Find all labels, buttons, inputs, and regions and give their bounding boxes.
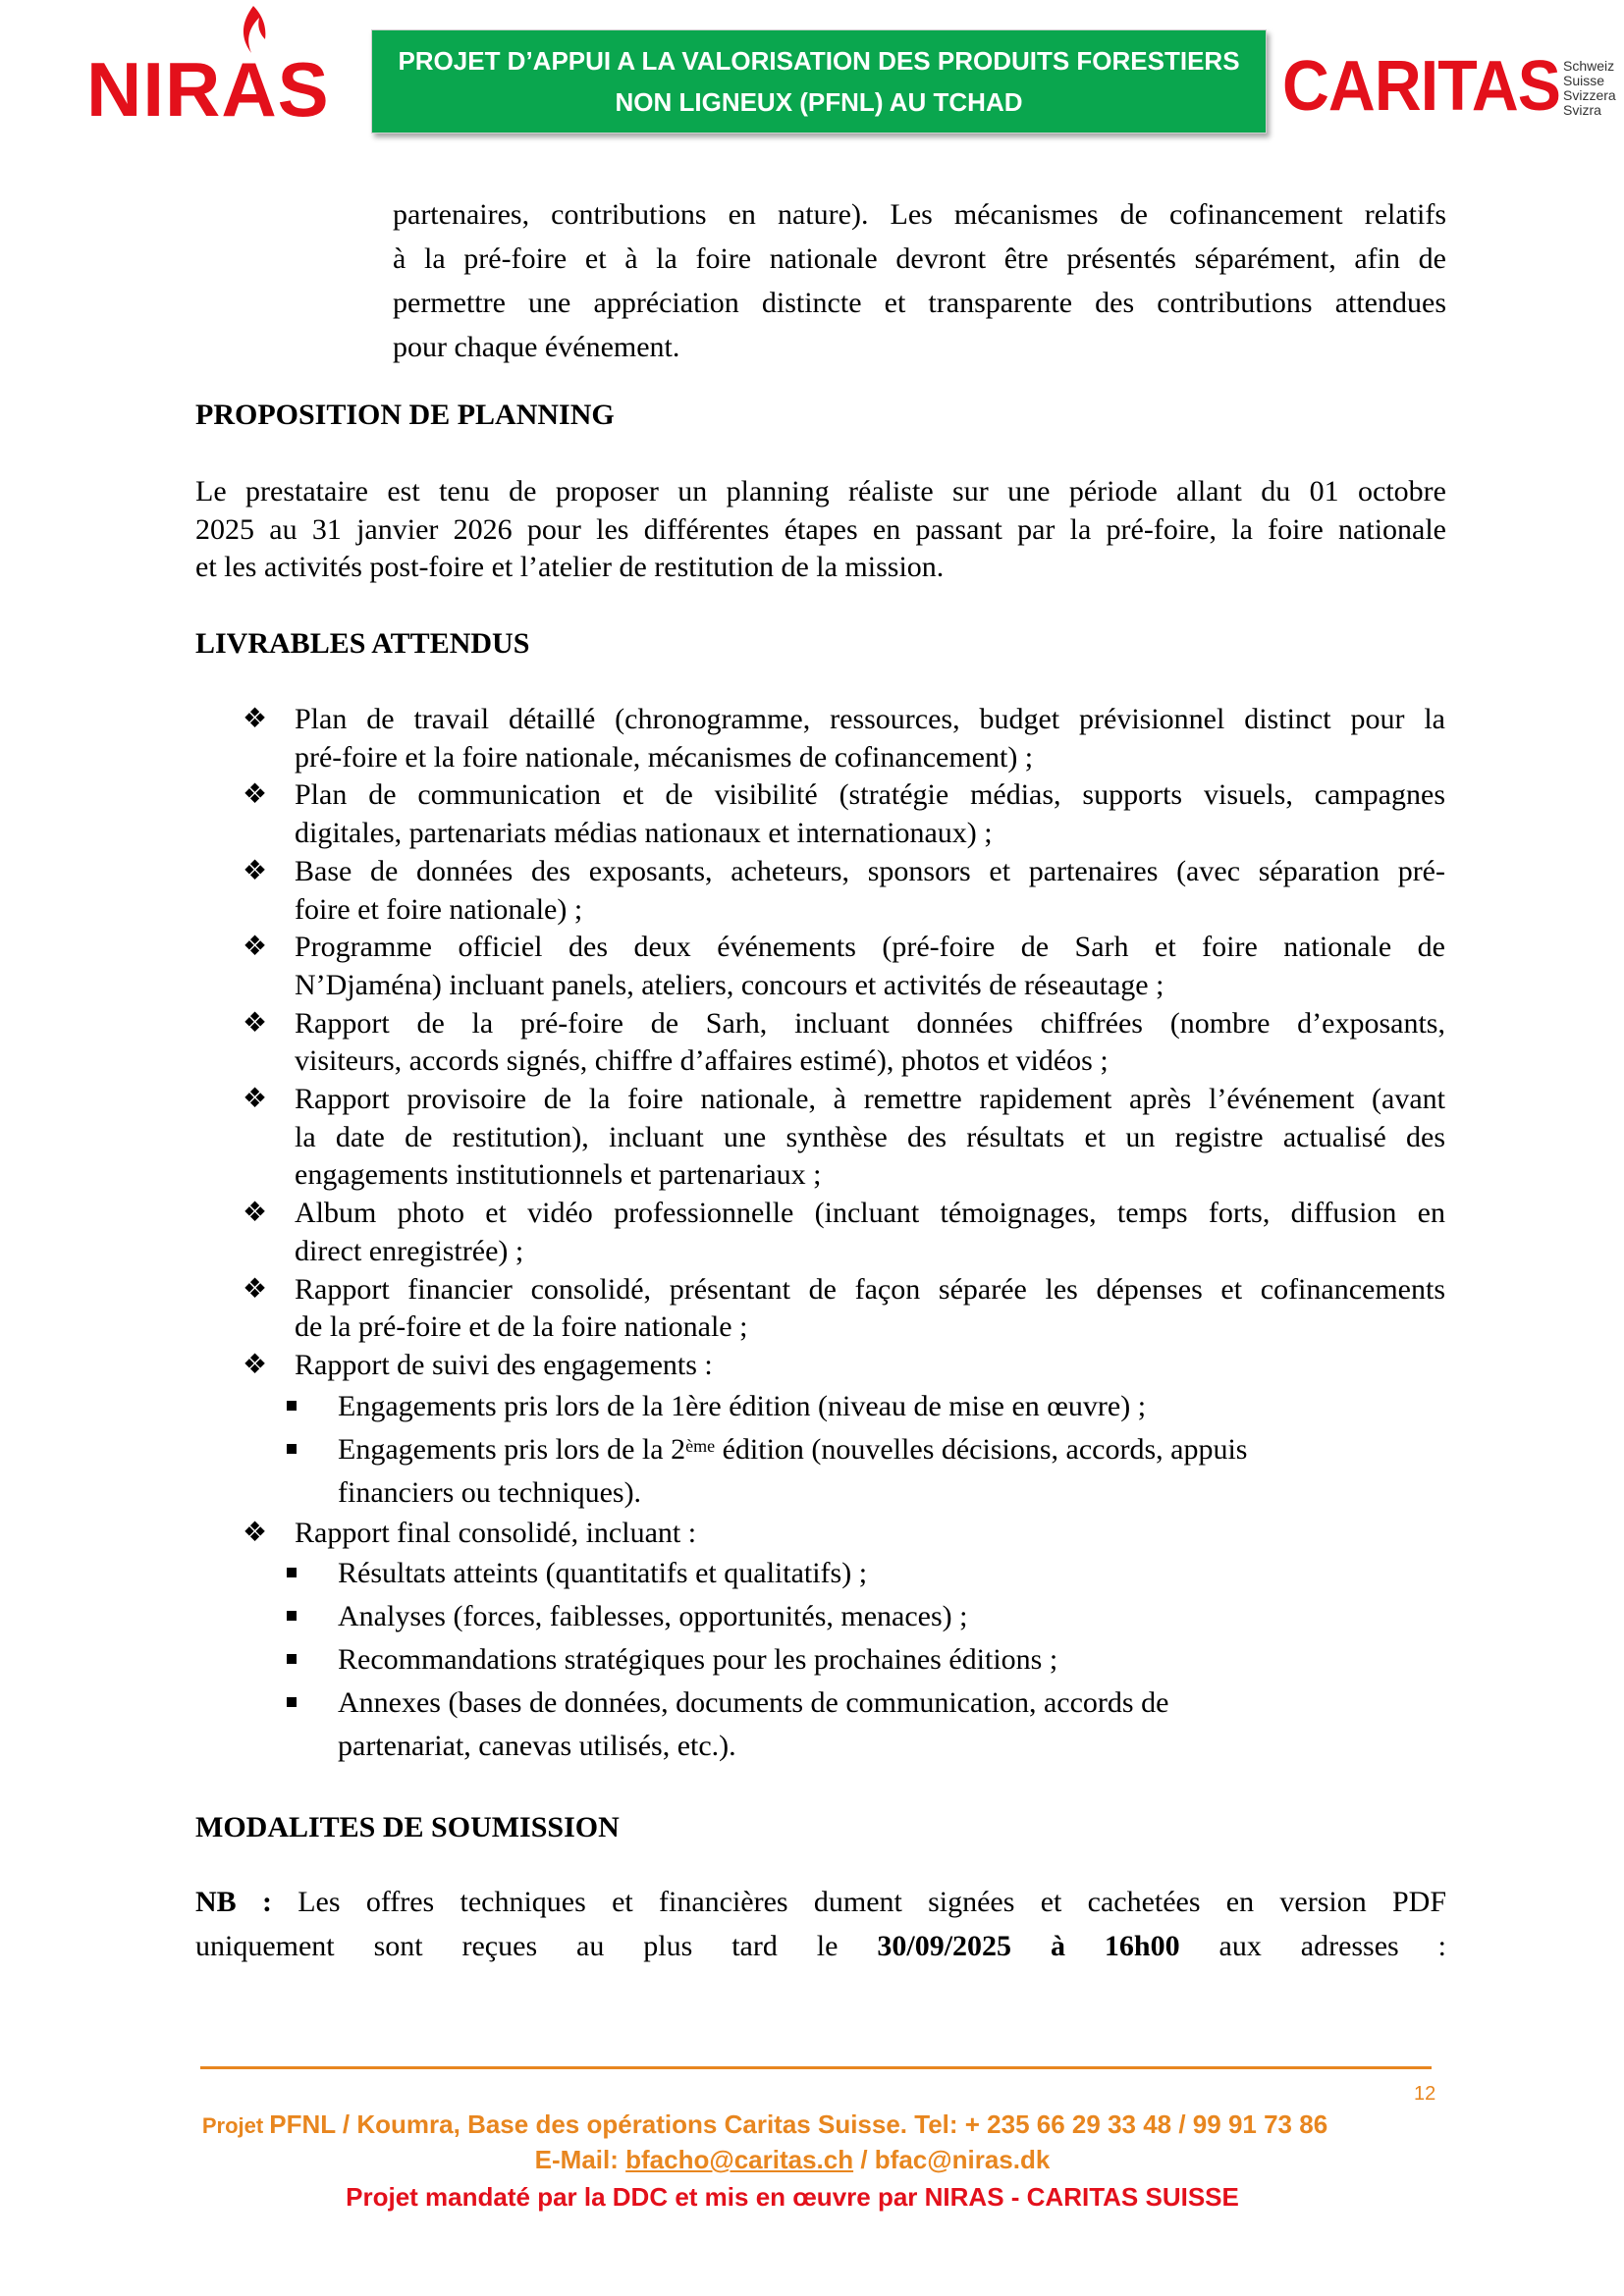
diamond-bullet-icon: ❖ bbox=[243, 1273, 268, 1305]
email-link-caritas[interactable]: bfacho@caritas.ch bbox=[625, 2145, 854, 2174]
livrables-list bbox=[240, 701, 1445, 1768]
footer-mandate: Projet mandaté par la DDC et mis en œuvre par NIRAS - CARITAS SUISSE bbox=[346, 2182, 1239, 2212]
page-number: 12 bbox=[1414, 2083, 1436, 2105]
list-item: ❖ Rapport financier consolidé, présentant de façon séparée les dépenses et cofinancements de la pré-foire et de la foire nationale ; bbox=[243, 1272, 1445, 1344]
diamond-bullet-icon: ❖ bbox=[243, 1007, 268, 1039]
caritas-logo-text: CARITAS bbox=[1282, 47, 1561, 126]
list-item: ❖ Plan de communication et de visibilité (stratégie médias, supports visuels, campagnes digitales, partenariats médias nationaux et internationaux) ; bbox=[243, 778, 1445, 850]
square-bullet-icon bbox=[287, 1654, 297, 1664]
list-item: ❖ Plan de travail détaillé (chronogramme, ressources, budget prévisionnel distinct pour la pré-foire et la foire nationale, mécanismes de cofinancement) ; bbox=[243, 703, 1445, 774]
diamond-bullet-icon: ❖ bbox=[243, 1198, 268, 1229]
sub-list-item: Analyses (forces, faiblesses, opportunités, menaces) ; bbox=[283, 1595, 1445, 1638]
list-item: ❖ Base de données des exposants, acheteurs, sponsors et partenaires (avec séparation pré- foire et foire nationale) ; bbox=[243, 854, 1445, 926]
banner-line-2: NON LIGNEUX (PFNL) AU TCHAD bbox=[615, 87, 1023, 117]
caritas-languages: Schweiz Suisse Svizzera Svizra bbox=[1563, 58, 1616, 118]
diamond-bullet-icon: ❖ bbox=[243, 704, 268, 734]
footer-emails: E-Mail: bfacho@caritas.ch / bfac@niras.dk bbox=[534, 2145, 1051, 2174]
sub-list-item: Recommandations stratégiques pour les prochaines éditions ; bbox=[283, 1638, 1445, 1682]
diamond-bullet-icon: ❖ bbox=[243, 1084, 268, 1115]
list-item: ❖ Rapport de la pré-foire de Sarh, incluant données chiffrées (nombre d’exposants, visiteurs, accords signés, chiffre d’affaires estimé), photos et vidéos ; bbox=[243, 1006, 1445, 1078]
project-title-banner bbox=[371, 29, 1267, 133]
list-item: ❖ Rapport provisoire de la foire nationale, à remettre rapidement après l’événement (avant la date de restitution), incluant une synthèse des résultats et un registre actualisé des engagements institutionnels et partenariaux ; bbox=[243, 1083, 1445, 1192]
email-niras: bfac@niras.dk bbox=[874, 2145, 1051, 2174]
soumission-paragraph: NB : Les offres techniques et financières dument signées et cachetées en version PDF uniquement sont reçues au plus tard le 30/09/2025 à 16h00 aux adresses : bbox=[195, 1886, 1447, 1962]
niras-logo-text: NIRAS bbox=[86, 46, 330, 133]
diamond-bullet-icon: ❖ bbox=[243, 779, 268, 811]
footer-divider bbox=[200, 2066, 1432, 2069]
heading-soumission: MODALITES DE SOUMISSION bbox=[195, 1811, 620, 1843]
square-bullet-icon bbox=[287, 1444, 297, 1454]
intro-paragraph: partenaires, contributions en nature). Les mécanismes de cofinancement relatifs à la pré-foire et à la foire nationale devront être présentés séparément, afin de permettre une appréciation distincte et transparente des contributions attendues pour chaque événement. bbox=[393, 198, 1446, 363]
heading-planning: PROPOSITION DE PLANNING bbox=[195, 399, 615, 431]
list-item: ❖ Programme officiel des deux événements (pré-foire de Sarh et foire nationale de N’Djaména) incluant panels, ateliers, concours et activités de réseautage ; bbox=[243, 931, 1445, 1001]
footer-address: Projet PFNL / Koumra, Base des opérations Caritas Suisse. Tel: + 235 66 29 33 48 / 99 91 73 86 bbox=[201, 2109, 1328, 2139]
planning-paragraph: Le prestataire est tenu de proposer un planning réaliste sur une période allant du 01 octobre 2025 au 31 janvier 2026 pour les différentes étapes en passant par la pré-foire, la foire nationale et les activités post-foire et l’atelier de restitution de la mission. bbox=[195, 475, 1446, 583]
square-bullet-icon bbox=[287, 1401, 297, 1411]
diamond-bullet-icon: ❖ bbox=[243, 1349, 268, 1380]
suivi-sub-list bbox=[185, 1385, 1445, 1515]
sub-list-item: Engagements pris lors de la 2ème édition (nouvelles décisions, accords, appuis financiers ou techniques). bbox=[283, 1428, 1445, 1515]
square-bullet-icon bbox=[287, 1697, 297, 1707]
square-bullet-icon bbox=[287, 1611, 297, 1621]
diamond-bullet-icon: ❖ bbox=[243, 932, 268, 963]
list-item: ❖ Album photo et vidéo professionnelle (incluant témoignages, temps forts, diffusion en direct enregistrée) ; bbox=[243, 1197, 1445, 1267]
list-item-final: ❖ Rapport final consolidé, incluant : bbox=[240, 1515, 1445, 1553]
sub-list-item: Engagements pris lors de la 1ère édition (niveau de mise en œuvre) ; bbox=[283, 1385, 1445, 1428]
banner-line-1: PROJET D’APPUI A LA VALORISATION DES PRODUITS FORESTIERS bbox=[398, 46, 1240, 76]
sub-list-item: Annexes (bases de données, documents de communication, accords de partenariat, canevas utilisés, etc.). bbox=[283, 1682, 1445, 1768]
caritas-logo bbox=[1282, 47, 1616, 126]
square-bullet-icon bbox=[287, 1568, 297, 1577]
diamond-bullet-icon: ❖ bbox=[243, 855, 268, 886]
heading-livrables: LIVRABLES ATTENDUS bbox=[195, 627, 530, 660]
list-item-suivi: ❖ Rapport de suivi des engagements : bbox=[240, 1347, 1445, 1385]
niras-logo bbox=[86, 4, 342, 133]
sub-list-item: Résultats atteints (quantitatifs et qualitatifs) ; bbox=[283, 1552, 1445, 1595]
diamond-bullet-icon: ❖ bbox=[243, 1517, 268, 1548]
final-sub-list bbox=[185, 1552, 1445, 1768]
